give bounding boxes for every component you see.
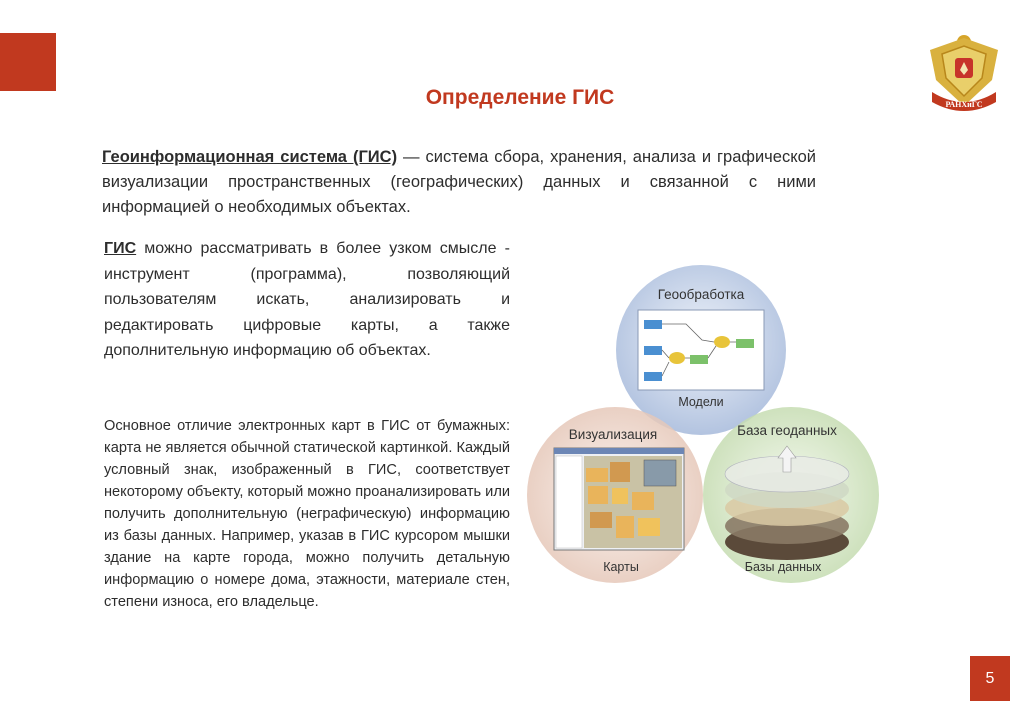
gis-components-diagram: [526, 262, 882, 590]
models-caption: Модели: [678, 395, 724, 409]
page-title: Определение ГИС: [425, 86, 615, 109]
geodatabase-stack: [725, 446, 849, 560]
decorative-red-square: [0, 33, 56, 91]
geoprocessing-label: Геообработка: [657, 287, 745, 302]
definition-text: — система сбора, хранения, анализа и графической визуализации пространственных (географических) данных и связанной с ними информацией о необходимых объектах.: [102, 148, 816, 216]
gis-term: ГИС: [104, 240, 137, 257]
maps-caption: Карты: [603, 560, 639, 574]
definition-term: Геоинформационная система (ГИС): [102, 148, 398, 166]
page-number: 5: [970, 656, 1010, 701]
definition-paragraph: [102, 145, 816, 220]
geodatabase-label: База геоданных: [737, 423, 837, 438]
databases-caption: Базы данных: [744, 560, 822, 574]
narrow-sense-text: можно рассматривать в более узком смысле - инструмент (программа), позволяющий пользователям искать, анализировать и редактировать цифровые карты, а также дополнительную информацию об объектах.: [104, 240, 510, 359]
electronic-maps-paragraph: Основное отличие электронных карт в ГИС от бумажных: карта не является обычной статической картинкой. Каждый условный знак, изображенный в ГИС, соответствует некоторому объекту, который можно проанализировать или получить дополнительную (неграфическую) информацию из базы данных. Например, указав в ГИС курсором мышки здание на карте города, можно получить детальную информацию о номере дома, этажности, материале стен, степени износа, его владельце.: [104, 418, 510, 610]
emblem-label: РАНХиГС: [945, 100, 983, 109]
narrow-sense-paragraph: [104, 236, 510, 364]
model-flowchart: [638, 310, 764, 390]
visualization-label: Визуализация: [568, 427, 658, 442]
maps-screenshot: [554, 448, 684, 550]
